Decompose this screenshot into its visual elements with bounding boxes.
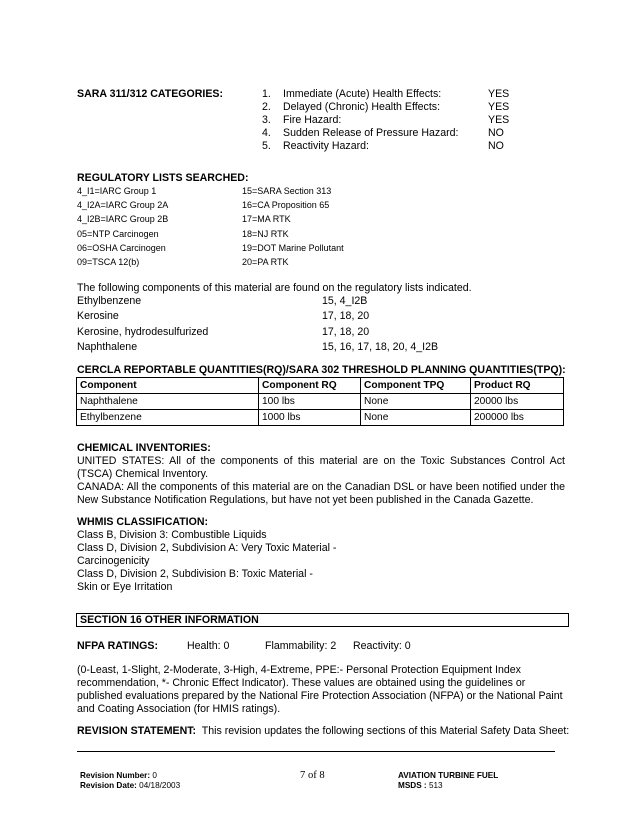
table-header-row <box>77 378 564 394</box>
nfpa-legend: (0-Least, 1-Slight, 2-Moderate, 3-High, 4-Extreme, PPE:- Personal Protection Equipment Index recommendation, *- Chronic Effect Indicator). These values are obtained using the guidelines or published evaluations prepared by the National Fire Protection Association (NFPA) or the National Paint and Coating Association (for HMIS ratings). <box>77 664 563 715</box>
whmis-line: Class D, Division 2, Subdivision A: Very Toxic Material - <box>77 542 337 554</box>
nfpa-ratings <box>77 640 411 652</box>
regulatory-row: 09=TSCA 12(b) 20=PA RTK <box>77 256 289 267</box>
column-header: Component <box>77 378 259 394</box>
footer-revision: Revision Number: 0 Revision Date: 04/18/2003 <box>80 771 181 790</box>
sara-list <box>262 88 509 153</box>
revision-statement <box>77 725 569 737</box>
column-header: Product RQ <box>471 378 564 394</box>
sara-item: 3. Fire Hazard: YES <box>262 114 510 126</box>
revision-statement-label: REVISION STATEMENT: <box>77 725 197 737</box>
whmis-line: Skin or Eye Irritation <box>77 581 173 593</box>
nfpa-reactivity: Reactivity: 0 <box>353 640 411 652</box>
regulatory-row: 06=OSHA Carcinogen 19=DOT Marine Pollutant <box>77 242 344 253</box>
components-list <box>77 294 438 356</box>
cercla-title: CERCLA REPORTABLE QUANTITIES(RQ)/SARA 302 THRESHOLD PLANNING QUANTITIES(TPQ): <box>77 364 566 376</box>
cercla-table <box>76 377 564 426</box>
column-header: Component TPQ <box>361 378 471 394</box>
whmis-title: WHMIS CLASSIFICATION: <box>77 516 209 528</box>
sara-item: 1. Immediate (Acute) Health Effects: YES <box>262 88 510 100</box>
table-cell: 200000 lbs <box>471 410 564 426</box>
column-header: Component RQ <box>259 378 361 394</box>
regulatory-row: 05=NTP Carcinogen 18=NJ RTK <box>77 228 289 239</box>
regulatory-row: 4_I1=IARC Group 1 15=SARA Section 313 <box>77 186 332 196</box>
sara-item: 5. Reactivity Hazard: NO <box>262 140 504 152</box>
whmis-list <box>77 529 336 594</box>
regulatory-title: REGULATORY LISTS SEARCHED: <box>77 172 249 184</box>
regulatory-list <box>77 184 344 269</box>
revision-statement-text: This revision updates the following sections of this Material Safety Data Sheet: <box>201 725 570 737</box>
table-row <box>77 394 564 410</box>
table-cell: 100 lbs <box>259 394 361 410</box>
whmis-line: Class B, Division 3: Combustible Liquids <box>77 529 267 541</box>
section-16-header: SECTION 16 OTHER INFORMATION <box>76 613 569 627</box>
chemical-inventories-us: UNITED STATES: All of the components of this material are on the Toxic Substances Control Act (TSCA) Chemical Inventory. <box>77 455 565 480</box>
nfpa-health: Health: 0 <box>187 640 230 652</box>
table-cell: Ethylbenzene <box>77 410 259 426</box>
regulatory-row: 4_I2A=IARC Group 2A 16=CA Proposition 65 <box>77 200 330 211</box>
component-row: Ethylbenzene 15, 4_I2B <box>77 295 368 307</box>
components-intro: The following components of this material are found on the regulatory lists indicated. <box>77 282 472 294</box>
whmis-line: Class D, Division 2, Subdivision B: Toxic Material - <box>77 568 313 580</box>
component-row: Naphthalene 15, 16, 17, 18, 20, 4_I2B <box>77 341 439 354</box>
table-cell: 1000 lbs <box>259 410 361 426</box>
sara-item: 2. Delayed (Chronic) Health Effects: YES <box>262 101 510 113</box>
component-row: Kerosine, hydrodesulfurized 17, 18, 20 <box>77 325 370 338</box>
sara-title: SARA 311/312 CATEGORIES: <box>77 88 224 100</box>
table-cell: None <box>361 410 471 426</box>
nfpa-flammability: Flammability: 2 <box>265 640 337 652</box>
table-row <box>77 410 564 426</box>
footer-divider <box>77 751 555 752</box>
regulatory-row: 4_I2B=IARC Group 2B 17=MA RTK <box>77 214 291 225</box>
chemical-inventories-canada: CANADA: All the components of this material are on the Canadian DSL or have been notified under the New Substance Notification Regulations, but have not yet been published in the Canada Gazette. <box>77 481 565 506</box>
sara-item: 4. Sudden Release of Pressure Hazard: NO <box>262 127 504 139</box>
nfpa-label: NFPA RATINGS: <box>77 640 159 652</box>
table-cell: Naphthalene <box>77 394 259 410</box>
page-number: 7 of 8 <box>300 770 325 781</box>
table-cell: 20000 lbs <box>471 394 564 410</box>
component-row: Kerosine 17, 18, 20 <box>77 310 370 323</box>
chemical-inventories-title: CHEMICAL INVENTORIES: <box>77 442 211 454</box>
whmis-line: Carcinogenicity <box>77 555 150 567</box>
table-cell: None <box>361 394 471 410</box>
footer-product: AVIATION TURBINE FUEL MSDS : 513 <box>398 771 499 790</box>
